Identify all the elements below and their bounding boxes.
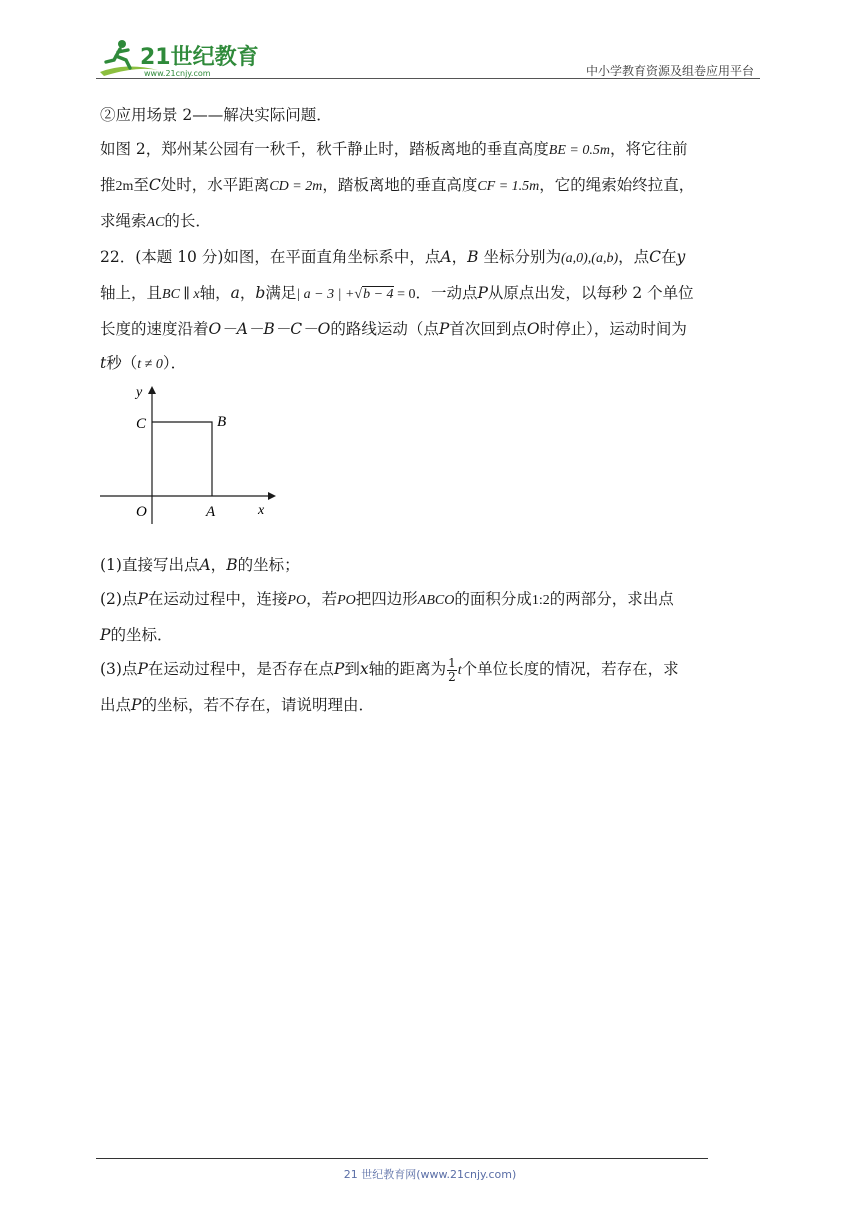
label-b: B (217, 414, 227, 430)
rectangle-abco (152, 422, 212, 496)
q22-line3: 长度的速度沿着O－A－B－C－O的路线运动（点P首次回到点O时停止），运动时间为 (100, 320, 687, 338)
coordinate-figure (100, 386, 280, 534)
logo-text: 21世纪教育 (140, 45, 259, 70)
footer-divider (96, 1158, 708, 1159)
part2-line1: (2)点P在运动过程中，连接PO，若PO把四边形ABCO的面积分成1:2的两部分，求出点 (100, 590, 674, 608)
q22-line4: t秒（t ≠ 0）． (100, 354, 187, 372)
document-body (100, 98, 762, 722)
part3-line2: 出点P的坐标，若不存在，请说明理由． (100, 696, 374, 714)
label-y: y (136, 386, 143, 400)
page-header (96, 36, 760, 80)
fraction-one-half: $\frac{1}{2}$ (448, 655, 456, 684)
label-x: x (258, 503, 265, 518)
label-c: C (136, 416, 147, 432)
header-divider (96, 78, 760, 79)
x-axis-arrow-icon (268, 492, 276, 500)
label-o: O (136, 504, 147, 520)
logo-url: www.21cnjy.com (144, 69, 211, 78)
q22-line1: 22．(本题 10 分)如图，在平面直角坐标系中，点A，B 坐标分别为(a,0),(a,b)，点C在y (100, 248, 686, 266)
scene2-title: ②应用场景 2——解决实际问题． (100, 106, 332, 124)
part3-line1: (3)点P在运动过程中，是否存在点P到x轴的距离为 $\frac{1}{2}$ t个单位长度的情况，若存在，求 (100, 655, 679, 684)
header-site-title: 中小学教育资源及组卷应用平台 (585, 64, 754, 78)
scene2-line2: 推2m至C处时，水平距离CD = 2m，踏板离地的垂直高度CF = 1.5m，它的绳索始终拉直， (100, 176, 695, 194)
logo-icon (96, 36, 266, 80)
part1: (1)直接写出点A，B的坐标； (100, 556, 300, 574)
part2-line2: P的坐标． (100, 626, 173, 644)
footer-text[interactable]: 21 世纪教育网(www.21cnjy.com) (343, 1168, 517, 1181)
q22-line2: 轴上，且BC ∥ x轴，a，b满足| a − 3 | +√b − 4 = 0．一动点P从原点出发，以每秒 2 个单位 (100, 284, 694, 302)
scene2-line1: 如图 2，郑州某公园有一秋千，秋千静止时，踏板离地的垂直高度BE = 0.5m，将它往前 (100, 140, 688, 158)
y-axis-arrow-icon (148, 386, 156, 394)
scene2-line3: 求绳索AC的长． (100, 212, 211, 230)
label-a: A (206, 504, 216, 520)
